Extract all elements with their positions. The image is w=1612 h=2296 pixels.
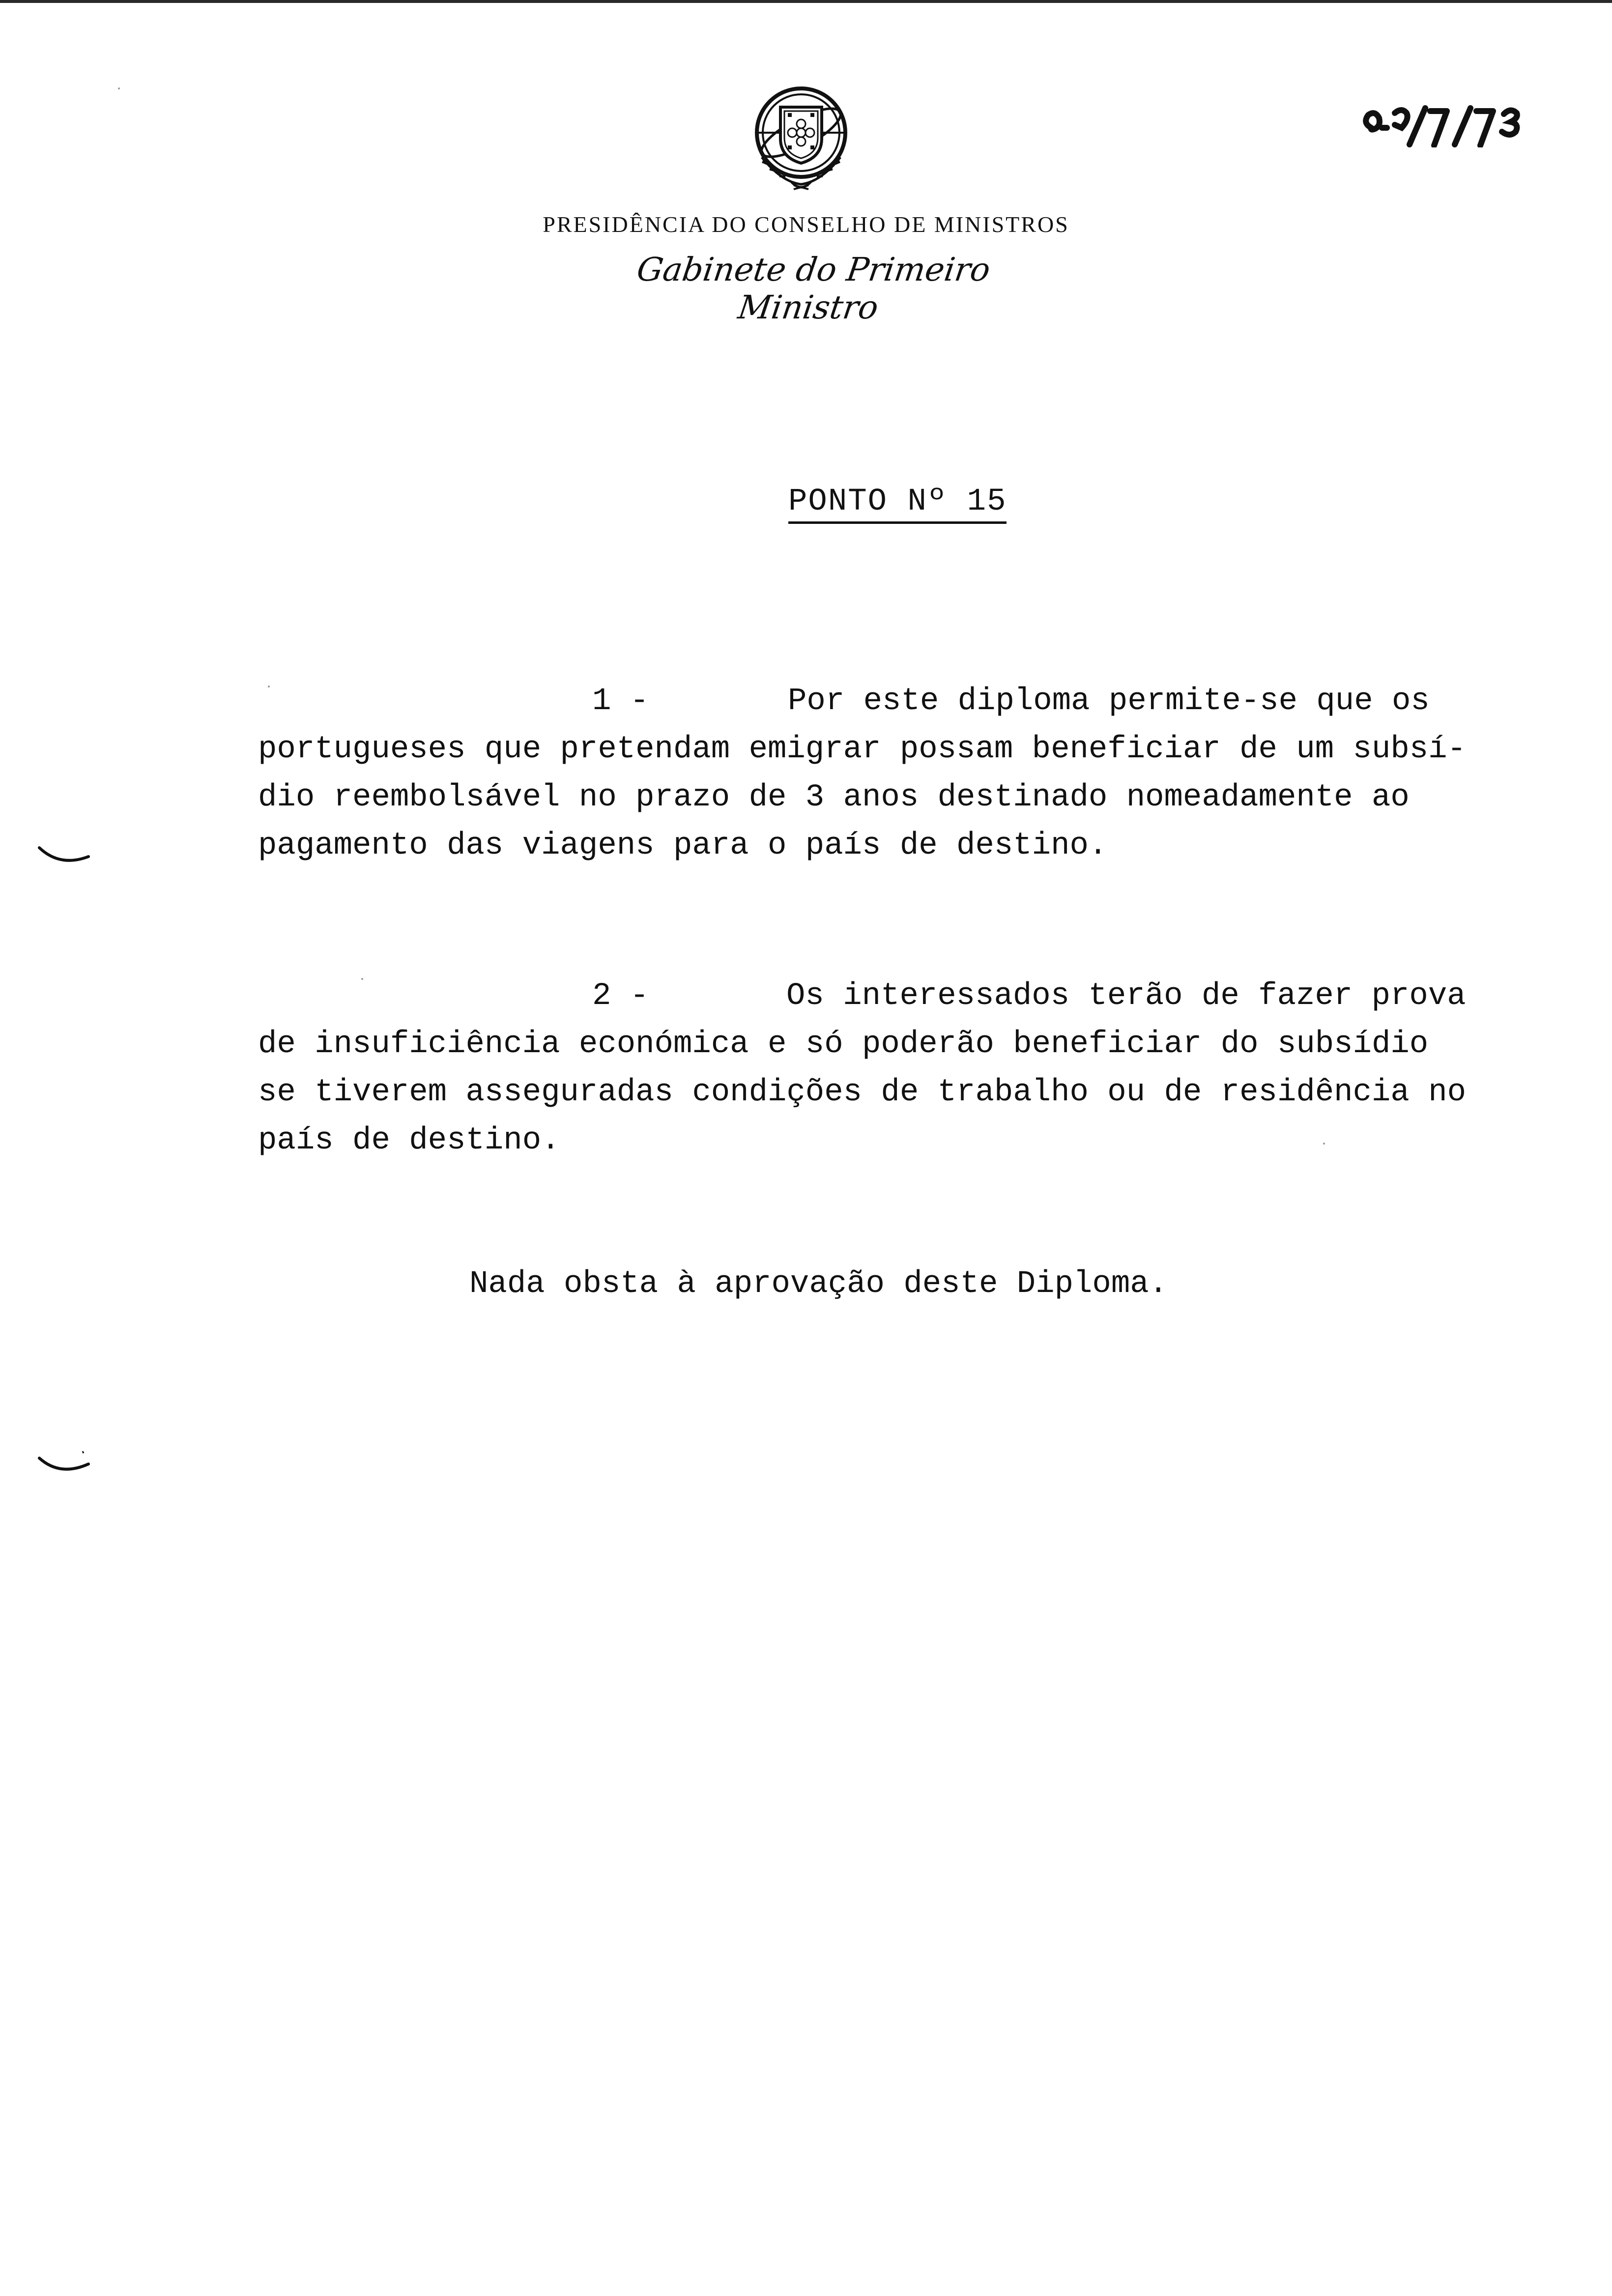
handwritten-date-icon [1356, 93, 1543, 147]
paragraph-line: de insuficiência económica e só poderão beneficiar do subsídio [258, 1027, 1429, 1062]
paragraph-2 [258, 972, 1536, 1165]
institution-title: PRESIDÊNCIA DO CONSELHO DE MINISTROS [543, 212, 1069, 237]
paragraph-line: país de destino. [258, 1123, 560, 1158]
paragraph-1 [258, 677, 1536, 870]
paragraph-line: dio reembolsável no prazo de 3 anos destinado nomeadamente ao [258, 780, 1410, 815]
closing-statement: Nada obsta à aprovação deste Diploma. [469, 1266, 1168, 1302]
scan-speck [118, 87, 120, 89]
paragraph-line: portugueses que pretendam emigrar possam beneficiar de um subsí- [258, 732, 1466, 767]
coat-of-arms-icon [742, 84, 860, 197]
scan-speck [1323, 1143, 1325, 1145]
paragraph-line: se tiverem asseguradas condições de trabalho ou de residência no [258, 1075, 1466, 1110]
paragraph-number: 1 - [592, 684, 649, 719]
paragraph-line: pagamento das viagens para o país de destino. [258, 828, 1108, 863]
scan-speck [268, 686, 270, 688]
top-border-line [0, 0, 1612, 3]
paragraph-line: Os interessados terão de fazer prova [786, 978, 1466, 1014]
binding-mark-icon [35, 843, 94, 872]
office-subtitle: Gabinete do Primeiro Ministro [634, 251, 993, 326]
binding-mark-icon [35, 1447, 94, 1487]
paragraph-line: Por este diploma permite-se que os [788, 684, 1430, 719]
scan-speck [361, 978, 363, 980]
paragraph-number: 2 - [592, 978, 649, 1014]
document-heading: PONTO Nº 15 [788, 484, 1007, 524]
